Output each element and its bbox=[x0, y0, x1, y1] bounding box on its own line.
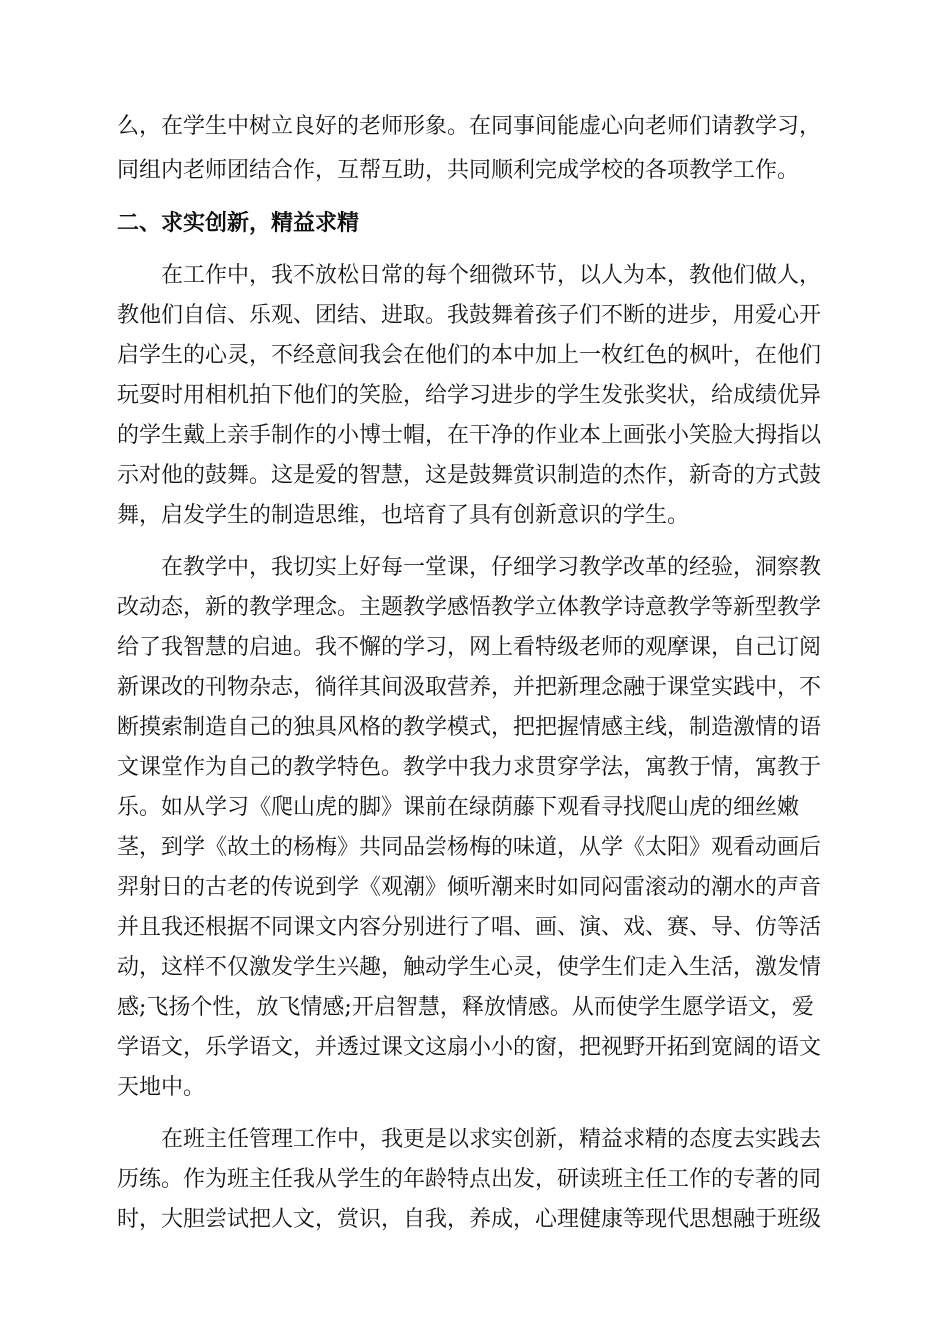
paragraph1-line-6: 示对他的鼓舞。这是爱的智慧，这是鼓舞赏识制造的杰作，新奇的方式鼓 bbox=[117, 463, 822, 488]
paragraph2-line-13: 学语文，乐学语文，并透过课文这扇小小的窗，把视野开拓到宽阔的语文 bbox=[117, 1035, 822, 1060]
paragraph2-line-2: 改动态，新的教学理念。主题教学感悟教学立体教学诗意教学等新型教学 bbox=[117, 595, 822, 620]
paragraph1-line-3: 启学生的心灵，不经意间我会在他们的本中加上一枚红色的枫叶，在他们 bbox=[117, 343, 822, 368]
section-heading: 二、求实创新，精益求精 bbox=[117, 211, 360, 236]
paragraph2-line-8: 茎，到学《故土的杨梅》共同品尝杨梅的味道，从学《太阳》观看动画后 bbox=[117, 835, 822, 860]
paragraph2-line-6: 文课堂作为自己的教学特色。教学中我力求贯穿学法，寓教于情，寓教于 bbox=[117, 755, 822, 780]
paragraph2-line-3: 给了我智慧的启迪。我不懈的学习，网上看特级老师的观摩课，自己订阅 bbox=[117, 635, 822, 660]
paragraph2-line-1: 在教学中，我切实上好每一堂课，仔细学习教学改革的经验，洞察教 bbox=[161, 555, 822, 580]
paragraph2-line-10: 并且我还根据不同课文内容分别进行了唱、画、演、戏、赛、导、仿等活 bbox=[117, 915, 822, 940]
paragraph2-line-12: 感;飞扬个性，放飞情感;开启智慧，释放情感。从而使学生愿学语文，爱 bbox=[117, 995, 814, 1020]
paragraph2-line-7: 乐。如从学习《爬山虎的脚》课前在绿荫藤下观看寻找爬山虎的细丝嫩 bbox=[117, 795, 800, 820]
paragraph1-line-4: 玩耍时用相机拍下他们的笑脸，给学习进步的学生发张奖状，给成绩优异 bbox=[117, 383, 822, 408]
paragraph1-line-1: 在工作中，我不放松日常的每个细微环节，以人为本，教他们做人， bbox=[161, 263, 822, 288]
paragraph2-line-11: 动，这样不仅激发学生兴趣，触动学生心灵，使学生们走入生活，激发情 bbox=[117, 955, 822, 980]
paragraph2-line-14: 天地中。 bbox=[117, 1075, 206, 1100]
paragraph1-line-7: 舞，启发学生的制造思维，也培育了具有创新意识的学生。 bbox=[117, 503, 690, 528]
intro-line-1: 么，在学生中树立良好的老师形象。在同事间能虚心向老师们请教学习， bbox=[117, 114, 822, 139]
paragraph2-line-4: 新课改的刊物杂志，徜徉其间汲取营养，并把新理念融于课堂实践中，不 bbox=[117, 675, 822, 700]
paragraph3-line-3: 时，大胆尝试把人文，赏识，自我，养成，心理健康等现代思想融于班级 bbox=[117, 1207, 822, 1232]
paragraph3-line-2: 历练。作为班主任我从学生的年龄特点出发，研读班主任工作的专著的同 bbox=[117, 1167, 822, 1192]
paragraph3-line-1: 在班主任管理工作中，我更是以求实创新，精益求精的态度去实践去 bbox=[161, 1127, 822, 1152]
paragraph1-line-2: 教他们自信、乐观、团结、进取。我鼓舞着孩子们不断的进步，用爱心开 bbox=[117, 303, 822, 328]
paragraph2-line-5: 断摸索制造自己的独具风格的教学模式，把把握情感主线，制造激情的语 bbox=[117, 715, 822, 740]
paragraph1-line-5: 的学生戴上亲手制作的小博士帽，在干净的作业本上画张小笑脸大拇指以 bbox=[117, 423, 822, 448]
paragraph2-line-9: 羿射日的古老的传说到学《观潮》倾听潮来时如同闷雷滚动的潮水的声音 bbox=[117, 875, 822, 900]
intro-line-2: 同组内老师团结合作，互帮互助，共同顺利完成学校的各项教学工作。 bbox=[117, 158, 800, 183]
